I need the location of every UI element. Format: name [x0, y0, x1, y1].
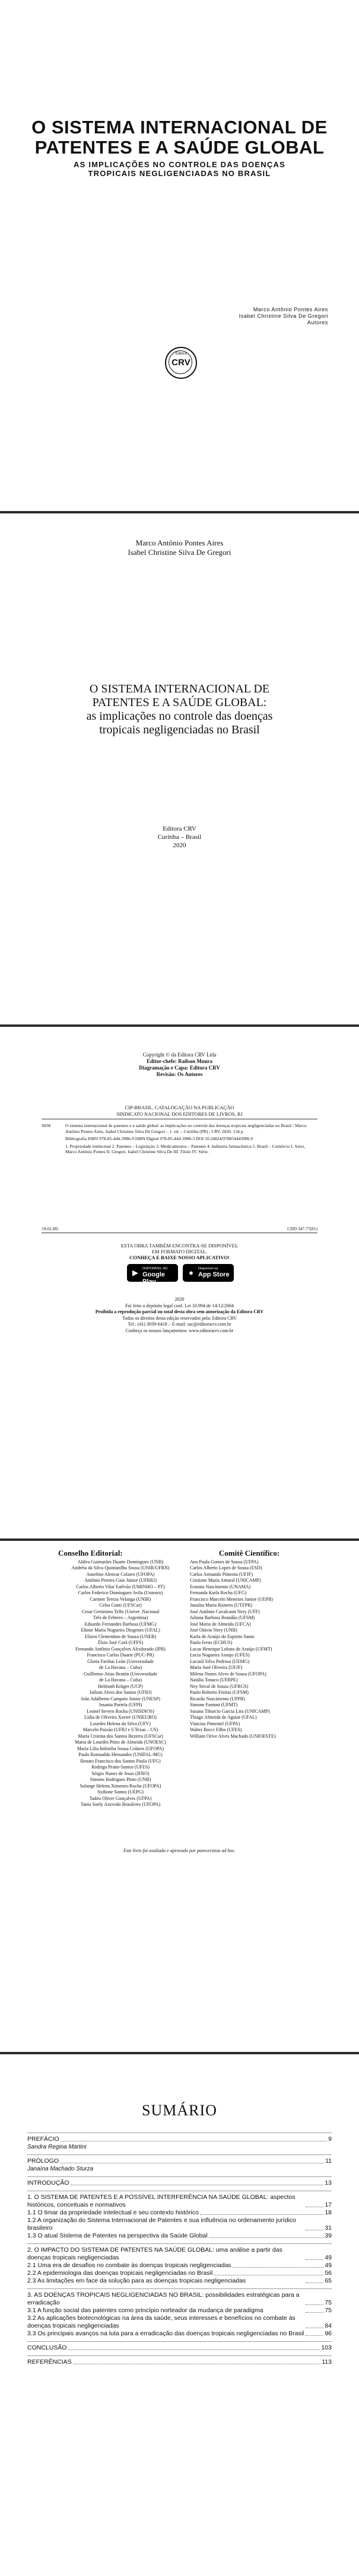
toc-section [27, 2176, 332, 2191]
council-member: William Orive Alves Machado (UNIOESTE) [190, 1733, 276, 1739]
council-member: Simone Fantoni (UFMT) [190, 1702, 238, 1707]
council-member: José Otávio Nery (UNB) [190, 1627, 237, 1633]
toc-page-number: 56 [325, 2269, 332, 2277]
cover-title [24, 117, 335, 158]
toc-page-number: 113 [322, 2358, 332, 2366]
council-member: Francisco Marcelo Menezes Junior (UEPB) [190, 1596, 273, 1602]
toc-entry[interactable] [27, 2179, 332, 2187]
info-line: Todos os direitos desta edição reservados pela: Editora CRV [122, 1315, 237, 1321]
council-member: Tadeu Oliver Gonçalves (UFPA) [89, 1795, 152, 1801]
info-line: Proibida a reprodução parcial ou total desta obra sem autorização da Editora CRV [95, 1309, 264, 1314]
title-page-title [36, 682, 323, 737]
publisher-city: Curitiba – Brasil [157, 834, 202, 841]
council-member: Natália Tonaco (UFRPE) [190, 1677, 238, 1683]
toc-page-number: 49 [325, 2262, 332, 2269]
council-member: Juliana Barbosa Brandão (UFSM) [190, 1615, 255, 1620]
council-member: Gloria Fariñas León (Universidade [87, 1658, 154, 1664]
council-member: Élsio José Corá (UFFS) [97, 1640, 144, 1645]
council-member: Elizeu Clementino de Souza (UNEB) [85, 1633, 156, 1639]
toc-leader [200, 2214, 323, 2215]
table-of-contents [27, 2133, 332, 2370]
toc-entry[interactable] [27, 2209, 332, 2217]
council-member: Leonel Severo Rocha (UNISINOS) [87, 1708, 154, 1714]
credits-block [0, 1052, 359, 1078]
toc-section [27, 2288, 332, 2341]
toc-entry-title: 3.3 Os principais avanços na luta para a erradicação das doenças tropicais negligenciadas no Brasil [27, 2330, 304, 2337]
cover-author-role: Autores [307, 320, 328, 325]
logo-main-text: CRV [171, 357, 190, 368]
cip-heading-line: CIP-BRASIL. CATALOGAÇÃO NA PUBLICAÇÃO [125, 1105, 234, 1110]
council-member: Anselmo Alencar Colares (UFOPA) [86, 1571, 155, 1577]
council-member: Lucia Nogueira Araujo (UFES) [190, 1652, 250, 1658]
toc-page-number: 103 [321, 2344, 332, 2351]
council-member: José Mario de Almeida (UFCA) [190, 1621, 251, 1627]
toc-page-number: 75 [325, 2307, 332, 2314]
toc-page-number: 17 [325, 2201, 332, 2208]
google-play-small: DISPONÍVEL NO [142, 1267, 168, 1271]
cip-entry: O sistema internacional de patentes e a saúde global: as implicações no controle das doenças tropicais negligenciadas no Brasil / Marco Antônio Pontes Aires, Isabel Christine Silva De Gregori – 1. ed. – Curitiba (PR) : CRV, 2020. 134 p. [65, 1123, 307, 1134]
scientific-committee-list [190, 1559, 309, 1740]
toc-page-number: 84 [325, 2322, 332, 2329]
credit-line: Editor-chefe: Railson Moura [147, 1058, 212, 1064]
title-page-author: Marco Antônio Pontes Aires [135, 538, 224, 547]
cip-heading-line: SINDICATO NACIONAL DOS EDITORES DE LIVROS, RJ [116, 1110, 243, 1117]
editorial-council-list [58, 1559, 183, 1808]
council-member: Milena Nunes Alves de Sousa (UFOPA) [190, 1671, 266, 1677]
council-member: Andréia da Silva Quintanilha Sousa (UNIR/UFRN) [71, 1565, 170, 1571]
toc-leader [209, 2237, 324, 2238]
toc-page-number: 49 [325, 2254, 332, 2261]
council-member: Maria de Lourdes Pinto de Almeida (UNOESC) [75, 1739, 166, 1745]
council-member: Francisco Carlos Duarte (PUC-PR) [87, 1652, 154, 1658]
scientific-committee-title: Comitê Científico: [218, 1549, 280, 1557]
council-member: Cesar Gerónimo Tello (Univer .Nacional [81, 1608, 160, 1614]
peer-review-note: Este livro foi avaliado e aprovado por pareceristas ad hoc. [123, 1848, 236, 1853]
google-play-icon: ▶ [132, 1268, 138, 1277]
toc-entry[interactable] [27, 2269, 332, 2277]
toc-entry[interactable] [27, 2358, 332, 2366]
info-line: Conheça os nossos lançamentos: www.editoracrv.com.br [125, 1327, 234, 1333]
info-line: Foi feito o depósito legal conf. Lei 10.994 de 14/12/2004 [125, 1303, 234, 1308]
council-member: Paulo Roberto Freitas (UFSM) [190, 1690, 249, 1695]
toc-section [27, 2243, 332, 2288]
title-page-author: Isabel Christine Silva De Gregori [128, 548, 231, 557]
toc-entry[interactable] [27, 2246, 332, 2262]
ebook-line: CONHEÇA E BAIXE NOSSO APLICATIVO! [129, 1255, 230, 1260]
logo-top-text: Editora [175, 352, 187, 356]
ebook-notice [0, 1243, 359, 1260]
council-member: Erasmo Nascimento (UNAMA) [190, 1584, 251, 1589]
toc-entry-title: 2.2 A epidemiologia das doenças tropicais negligenciadas no Brasil [27, 2269, 213, 2277]
toc-entry-title: CONCLUSÃO [27, 2344, 67, 2351]
summary-page [0, 2054, 359, 2576]
google-play-label: Google Play [142, 1271, 165, 1285]
credit-line: Revisão: Os Autores [156, 1071, 203, 1077]
council-member: Karla de Araújo do Espirito Santo [190, 1633, 255, 1639]
cip-cdd: CDD 347.77(81) [287, 1226, 317, 1231]
copyright-page [0, 1027, 359, 1538]
council-member: Três de Febrero – Argentina) [93, 1615, 148, 1620]
council-member: Tania Suely Azevedo Brasileiro (UFOPA) [80, 1802, 161, 1807]
cip-entry: 1. Propriedade intelectual 2. Patentes – Legislação 3. Medicamentos – Patentes 4. Indústria farmacêutica 5. Brasil – Comércio I. Aires, Marco Antônio Pontes II. Gregori, Isabel Christine Silva De III. Título IV. Série. [65, 1143, 306, 1154]
title-line: PATENTES E A SAÚDE GLOBAL: [92, 696, 267, 709]
council-member: Marcelo Paixão (UFRJ e UTexas – US) [82, 1727, 158, 1732]
toc-section [27, 2191, 332, 2243]
cip-number: 19-61385 [42, 1226, 59, 1231]
cover-subtitle-line: TROPICAIS NEGLIGENCIADAS NO BRASIL [88, 169, 271, 178]
toc-leader [306, 2335, 323, 2336]
toc-entry[interactable] [27, 2232, 332, 2240]
councils-page [0, 1541, 359, 2052]
council-member: Rodrigo Pratte-Santos (UFES) [91, 1764, 150, 1770]
cover-author: Marco Antônio Pontes Aires [253, 307, 328, 312]
council-member: Fernando Antônio Gonçalves Alcoforado (IPB) [75, 1646, 166, 1652]
app-store-small: Disponível na [198, 1267, 218, 1271]
council-member: Paulo Ivens (ECHUS) [190, 1640, 233, 1645]
toc-page-number: 39 [325, 2232, 332, 2239]
toc-entry-title: 2.3 As limitações em face da solução para as doenças tropicais negligenciadas [27, 2277, 246, 2284]
toc-page-number: 18 [325, 2209, 332, 2216]
council-member: Sérgio Nunes de Jesus (IFRO) [91, 1770, 150, 1776]
toc-page-number: 9 [328, 2136, 332, 2143]
toc-entry-title: 1.3 O atual Sistema de Patentes na perspectiva da Saúde Global [27, 2232, 208, 2239]
editorial-council-title: Conselho Editorial: [58, 1549, 123, 1557]
info-line: 2020 [174, 1297, 185, 1302]
council-member: Thiago Almeida de Aguiar (UFAL) [190, 1715, 257, 1720]
toc-page-number: 65 [325, 2277, 332, 2284]
council-member: José Antônio Cavalcanti Nery (UFF) [190, 1608, 260, 1614]
toc-entry-title: PRÓLOGO [27, 2157, 59, 2165]
editorial-council [58, 1550, 183, 1808]
cover-subtitle [36, 160, 323, 178]
toc-entry[interactable] [27, 2315, 332, 2330]
cover-authors [239, 307, 328, 326]
toc-leader [233, 2267, 324, 2268]
toc-entry[interactable] [27, 2277, 332, 2285]
toc-entry[interactable] [27, 2262, 332, 2269]
cip-code: S838 [42, 1123, 51, 1128]
council-member: Helmuth Krüger (UCP) [98, 1683, 143, 1689]
cover-page [0, 0, 359, 511]
ebook-line: ESTA OBRA TAMBÉM ENCONTRA-SE DISPONÍVEL [120, 1243, 239, 1249]
council-member: Maria Lília Imbiriba Sousa Colares (UFOPA) [77, 1745, 164, 1751]
council-member: Aldira Guimarães Duarte Domínguez (UNB) [77, 1559, 164, 1565]
toc-page-number: 75 [325, 2299, 332, 2306]
council-member: Carlos Armando Pimenta (UFJF) [190, 1571, 253, 1577]
toc-page-number: 31 [325, 2224, 332, 2232]
council-member: Paulo Romualdo Hernandes (UNIFAL-MG) [78, 1752, 163, 1757]
toc-entry-title: 3. AS DOENÇAS TROPICAIS NEGLIGENCIADAS NO BRASIL: possibilidades estratégicas para a erradicação [27, 2291, 300, 2306]
toc-entry[interactable] [27, 2136, 332, 2143]
toc-entry[interactable] [27, 2157, 332, 2165]
toc-entry-title: 1.2 A organização do Sistema Internacional de Patentes e sua influência no ordenamento jurídico brasileiro [27, 2217, 296, 2232]
council-member: Guillermo Arias Beatón (Universidade [84, 1671, 157, 1677]
council-member: Sydione Santos (UEPG) [97, 1789, 144, 1795]
google-play-badge[interactable] [127, 1264, 178, 1285]
toc-section [27, 2355, 332, 2370]
info-line: Tel.: (41) 3039-6418 – E-mail: sac@editoracrv.com.br [128, 1321, 231, 1327]
toc-page-number: 11 [325, 2157, 332, 2165]
app-store-label: App Store [198, 1271, 230, 1278]
council-member: Carlos Alberto Vilar Estêvão (UMINHO – PT) [76, 1584, 165, 1589]
council-member: João Adalberto Campato Junior (UNESP) [81, 1696, 160, 1702]
publication-info [0, 1297, 359, 1334]
council-member: Antônio Pereira Gaio Júnior (UFRRJ) [84, 1578, 157, 1583]
toc-entry[interactable] [27, 2330, 332, 2338]
title-page-imprint [0, 825, 359, 850]
title-page [0, 513, 359, 1024]
cover-author: Isabel Christine Silva De Gregori [239, 313, 328, 319]
council-member: Carlos Alberto Lopes de Sousa (ESD) [190, 1565, 262, 1571]
toc-leader [306, 2304, 323, 2305]
council-member: Susana Tiburcio Garcia Lira (UNICAMP) [190, 1708, 270, 1714]
app-store-badges [127, 1264, 234, 1283]
toc-entry[interactable] [27, 2217, 332, 2232]
council-member: Ney Stival de Souza (UFRGS) [190, 1683, 249, 1689]
council-member: de La Havana – Cuba) [99, 1677, 142, 1683]
cip-entries [65, 1123, 317, 1157]
council-member: Carlos Federico Dominguez Avila (Unieuro) [78, 1590, 163, 1595]
council-member: Cristiane Maria Amaral (UNICAMP) [190, 1578, 261, 1583]
title-line: as implicações no controle das doenças [86, 710, 273, 723]
toc-entry[interactable] [27, 2344, 332, 2352]
council-member: Lourdes Helena da Silva (UFV) [90, 1720, 151, 1726]
council-member: Solange Helena Ximenes-Rocha (UFOPA) [80, 1783, 161, 1789]
summary-title: SUMÁRIO [142, 2102, 217, 2119]
toc-leader [306, 2259, 323, 2260]
council-member: Maria José Oliveira (UFJF) [190, 1665, 243, 1670]
toc-entry-title: REFERÊNCIAS [27, 2358, 72, 2366]
cover-title-line: O SISTEMA INTERNACIONAL DE [31, 117, 328, 138]
toc-page-number: 96 [325, 2330, 332, 2337]
council-member: Carmen Tereza Velanga (UNIR) [90, 1596, 151, 1602]
toc-entry[interactable] [27, 2307, 332, 2315]
council-member: de La Havana – Cuba) [99, 1665, 142, 1670]
toc-entry-title: 3.2 As aplicações biotecnológicas na área da saúde, seus interesses e benefícios no combate às doenças tropicais negligenciadas [27, 2315, 296, 2329]
toc-section [27, 2341, 332, 2355]
cover-subtitle-line: AS IMPLICAÇÕES NO CONTROLE DAS DOENÇAS [74, 160, 285, 169]
council-member: Ana Paula Gomes de Sousa (UFPA) [190, 1559, 259, 1565]
toc-leader [306, 2312, 323, 2313]
council-member: Celso Conti (UFSCar) [99, 1603, 142, 1608]
toc-entry-title: 1.1 O timar da propriedade intelectual e seu contexto histórico [27, 2209, 199, 2216]
toc-section [27, 2154, 332, 2176]
council-member: Vinicius Pimentel (UFPA) [190, 1720, 240, 1726]
council-member: Janaína Maria Romero (UTFPR) [190, 1603, 253, 1608]
toc-author: Sandra Regina Martini [27, 2144, 87, 2150]
title-page-authors [0, 538, 359, 557]
title-line: tropicais negligenciadas no Brasil [99, 723, 260, 736]
apple-icon: ● [189, 1268, 193, 1277]
council-member: Fernanda Karla Rocha (UFG) [190, 1590, 247, 1595]
council-member: Josania Portela (UFPI) [99, 1702, 142, 1707]
council-member: Renato Francisco dos Santos Paula (UFG) [80, 1758, 161, 1764]
council-member: Walter Bocci Filho (UFES) [190, 1727, 242, 1732]
toc-entry-title: 3.1 A função social das patentes como princípio norteador da mudança de paradigma [27, 2307, 263, 2314]
toc-entry-title: INTRODUÇÃO [27, 2179, 69, 2186]
publisher-name: Editora CRV [163, 825, 196, 832]
cip-footer [42, 1226, 317, 1233]
publication-year: 2020 [173, 842, 186, 849]
council-member: Ricardo Nascimento (UFPB) [190, 1696, 245, 1702]
toc-section [27, 2133, 332, 2154]
cip-entry: Bibliografia ISBN 978-85-444-3986-9 ISBN Digital 978-85-444-3988-3 DOI 10.24824/978854443986.9 [65, 1136, 253, 1141]
council-member: Eduardo Fernandes Barbosa (UFMG) [84, 1621, 157, 1627]
toc-entry-title: 2.1 Uma era de desafios no combate às doenças tropicais negligenciadas [27, 2262, 231, 2269]
cip-heading [42, 1105, 317, 1119]
council-member: Elione Maria Nogueira Diogenes (UFAL) [81, 1627, 160, 1633]
toc-entry-title: 1. O SISTEMA DE PATENTES E A POSSÍVEL INTERFERÊNCIA NA SAÚDE GLOBAL: aspectos históricos, conceituais e normativos [27, 2194, 296, 2208]
credit-line: Diagramação e Capa: Editora CRV [139, 1065, 220, 1071]
council-member: Lídia de Oliveira Xavier (UNIEURO) [84, 1715, 157, 1720]
toc-entry-title: 2. O IMPACTO DO SISTEMA DE PATENTES NA SAÚDE GLOBAL: uma análise a partir das doenças tropicais negligenciadas [27, 2246, 282, 2261]
council-member: Jailson Alves dos Santos (UFRJ) [89, 1690, 152, 1695]
cover-title-line: PATENTES E A SAÚDE GLOBAL [34, 137, 325, 158]
crv-logo-icon [165, 347, 197, 379]
toc-author: Janaína Machado Sturza [27, 2166, 94, 2172]
app-store-badge[interactable] [183, 1264, 234, 1282]
title-line: O SISTEMA INTERNACIONAL DE [89, 682, 270, 695]
toc-page-number: 13 [325, 2179, 332, 2186]
council-member: Maria Cristina dos Santos Bezerra (UFSCar) [78, 1733, 163, 1739]
toc-entry[interactable] [27, 2291, 332, 2307]
council-member: Lucasli Silva Pedrosa (UEMG) [190, 1658, 250, 1664]
toc-entry-title: PREFÁCIO [27, 2136, 59, 2143]
council-member: Simone Rodrigues Pinto (UNB) [90, 1777, 151, 1782]
scientific-committee [190, 1550, 309, 1739]
ebook-line: EM FORMATO DIGITAL. [151, 1249, 208, 1255]
toc-entry[interactable] [27, 2194, 332, 2209]
council-member: Lucas Henrique Lobato de Araújo (UFMT) [190, 1646, 272, 1652]
credit-line: Copyright © da Editora CRV Ltda [142, 1052, 217, 1058]
